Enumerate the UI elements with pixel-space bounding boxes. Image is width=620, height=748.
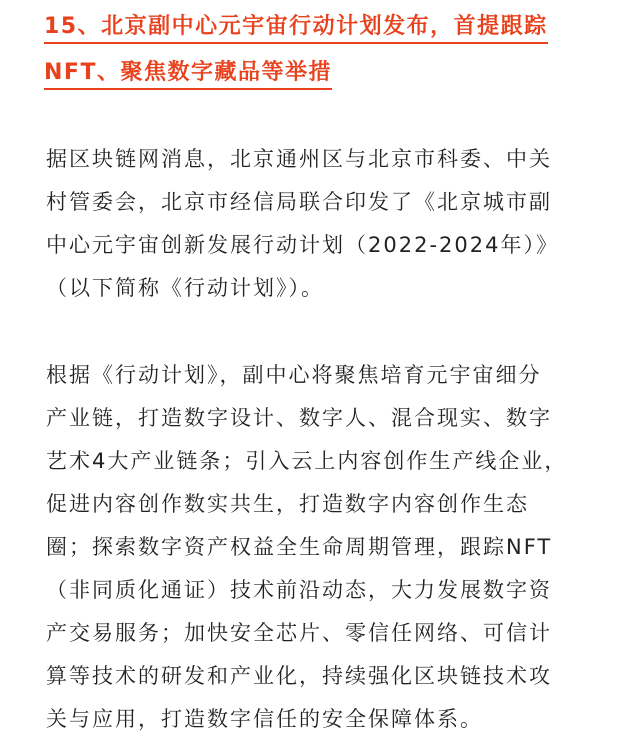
paragraph-plan-details <box>46 354 586 741</box>
paragraph-line: 据区块链网消息，北京通州区与北京市科委、中关 <box>46 147 552 171</box>
paragraph-line: （非同质化通证）技术前沿动态，大力发展数字资 <box>46 578 552 602</box>
paragraph-line: 促进内容创作数实共生，打造数字内容创作生态 <box>46 492 529 516</box>
paragraph-line: 产业链，打造数字设计、数字人、混合现实、数字 <box>46 406 552 430</box>
paragraph-line: 产交易服务；加快安全芯片、零信任网络、可信计 <box>46 621 552 645</box>
paragraph-intro <box>46 138 586 310</box>
paragraph-line: 关与应用，打造数字信任的安全保障体系。 <box>46 707 483 731</box>
paragraph-line: 算等技术的研发和产业化，持续强化区块链技术攻 <box>46 664 552 688</box>
article-headline <box>44 4 584 96</box>
headline-line: NFT、聚焦数字藏品等举措 <box>44 50 584 96</box>
paragraph-line: （以下简称《行动计划》）。 <box>46 276 324 300</box>
paragraph-line: 村管委会，北京市经信局联合印发了《北京城市副 <box>46 190 552 214</box>
paragraph-line: 中心元宇宙创新发展行动计划（2022-2024年）》 <box>46 233 559 257</box>
paragraph-line: 圈；探索数字资产权益全生命周期管理，跟踪NFT <box>46 535 553 559</box>
paragraph-line: 艺术4大产业链条；引入云上内容创作生产线企业， <box>46 449 568 473</box>
headline-line: 15、北京副中心元宇宙行动计划发布，首提跟踪 <box>44 4 584 50</box>
paragraph-line: 根据《行动计划》，副中心将聚焦培育元宇宙细分 <box>46 363 542 387</box>
